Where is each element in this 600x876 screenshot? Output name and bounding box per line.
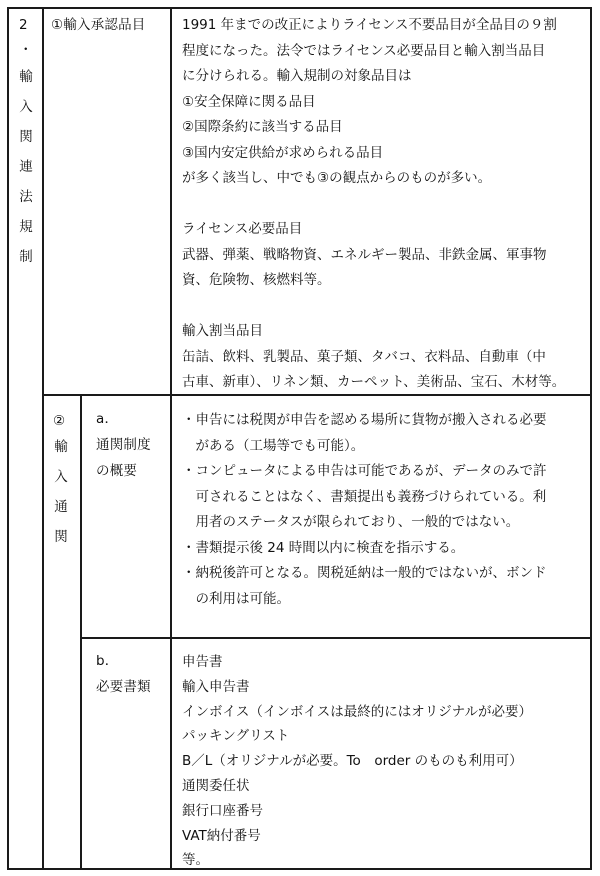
sub-b-label: 必要書類 bbox=[96, 679, 151, 695]
row2-title-char: 入 bbox=[54, 469, 68, 485]
sub-a-content bbox=[182, 408, 547, 612]
section-title-char: 輸 bbox=[19, 69, 33, 85]
label-content-divider-row1 bbox=[170, 7, 172, 395]
document-item: インボイス（インボイスは最終的にはオリジナルが必要） bbox=[182, 703, 533, 720]
license-item-line: 武器、弾薬、戦略物資、エネルギー製品、非鉄金属、軍事物 bbox=[182, 246, 547, 263]
section-title-char: 入 bbox=[19, 99, 33, 115]
table-top-border bbox=[7, 7, 592, 9]
sub-a-bullet-line: ・申告には税関が申告を認める場所に貨物が搬入される必要 bbox=[182, 412, 547, 428]
row2-title-char: 通 bbox=[54, 499, 68, 515]
row1-content bbox=[182, 13, 565, 396]
quota-item-line: 缶詰、飲料、乳製品、菓子類、タバコ、衣料品、自動車（中 bbox=[182, 348, 546, 365]
document-item: パッキングリスト bbox=[182, 728, 290, 745]
sub-a-bullet-line: 用者のステータスが限られており、一般的ではない。 bbox=[182, 514, 520, 530]
row2-title-char: 関 bbox=[54, 529, 68, 545]
document-item: 輸入申告書 bbox=[182, 678, 250, 695]
sub-a-b-divider bbox=[80, 637, 592, 639]
section-title-vertical bbox=[14, 62, 38, 272]
section-number: 2 bbox=[19, 17, 28, 33]
row1-paragraph-line: ②国際条約に該当する品目 bbox=[182, 119, 343, 135]
document-item: 銀行口座番号 bbox=[182, 802, 263, 819]
document-item: 申告書 bbox=[182, 654, 223, 670]
row2-number: ② bbox=[53, 413, 66, 429]
section-title-char: 制 bbox=[19, 249, 33, 265]
sub-b-marker: b． bbox=[96, 653, 119, 669]
section-title-char: 法 bbox=[19, 189, 33, 205]
section-column-divider bbox=[42, 7, 44, 870]
sub-a-bullet-line: ・納税後許可となる。関税延納は一般的ではないが、ボンド bbox=[182, 565, 547, 581]
row2-title-char: 輸 bbox=[54, 439, 68, 455]
sub-a-bullet-line: 可されることはなく、書類提出も義務づけられている。利 bbox=[182, 488, 547, 505]
document-item: VAT納付番号 bbox=[182, 827, 261, 844]
section-title-char: 規 bbox=[19, 219, 33, 235]
sub-a-bullet-line: がある（工場等でも可能）。 bbox=[182, 437, 365, 454]
quota-item-line: 古車、新車）、リネン類、カーペット、美術品、宝石、木材等。 bbox=[182, 374, 566, 390]
sub-a-label-line: 通関制度 bbox=[96, 437, 151, 453]
row1-paragraph-line: 程度になった。法令ではライセンス必要品目と輸入割当品目 bbox=[182, 42, 546, 59]
table-left-border bbox=[7, 7, 9, 870]
row1-paragraph-line: に分けられる。輸入規制の対象品目は bbox=[182, 68, 412, 84]
sub-a-bullet-line: ・コンピュータによる申告は可能であるが、データのみで許 bbox=[182, 463, 547, 479]
table-right-border bbox=[590, 7, 592, 870]
document-item: B／L（オリジナルが必要。To order のものも利用可） bbox=[182, 753, 523, 770]
sub-a-marker: a． bbox=[96, 411, 119, 427]
row1-paragraph-line: ①安全保障に関る品目 bbox=[182, 93, 316, 110]
quota-heading: 輸入割当品目 bbox=[182, 323, 263, 339]
license-item-line: 資、危険物、核燃料等。 bbox=[182, 272, 331, 288]
sub-b-content bbox=[182, 650, 532, 873]
document-item: 等。 bbox=[182, 852, 209, 869]
row1-label: ①輸入承認品目 bbox=[51, 17, 146, 33]
section-title-char: 関 bbox=[19, 129, 33, 145]
row1-paragraph-line: が多く該当し、中でも③の観点からのものが多い。 bbox=[182, 170, 492, 186]
label-content-divider-row2 bbox=[170, 394, 172, 870]
document-item: 通関委任状 bbox=[182, 777, 250, 794]
row1-paragraph-line: 1991 年までの改正によりライセンス不要品目が全品目の９割 bbox=[182, 17, 557, 33]
section-dot: ・ bbox=[19, 42, 33, 58]
row2-number-divider bbox=[80, 394, 82, 870]
sub-a-label-line: の概要 bbox=[96, 463, 138, 479]
section-title-char: 連 bbox=[19, 159, 33, 175]
license-heading: ライセンス必要品目 bbox=[182, 221, 303, 237]
sub-a-bullet-line: ・書類提示後 24 時間以内に検査を指示する。 bbox=[182, 539, 465, 556]
row1-paragraph-line: ③国内安定供給が求められる品目 bbox=[182, 144, 384, 161]
row2-title-vertical bbox=[49, 432, 73, 552]
sub-a-bullet-line: の利用は可能。 bbox=[182, 590, 290, 607]
